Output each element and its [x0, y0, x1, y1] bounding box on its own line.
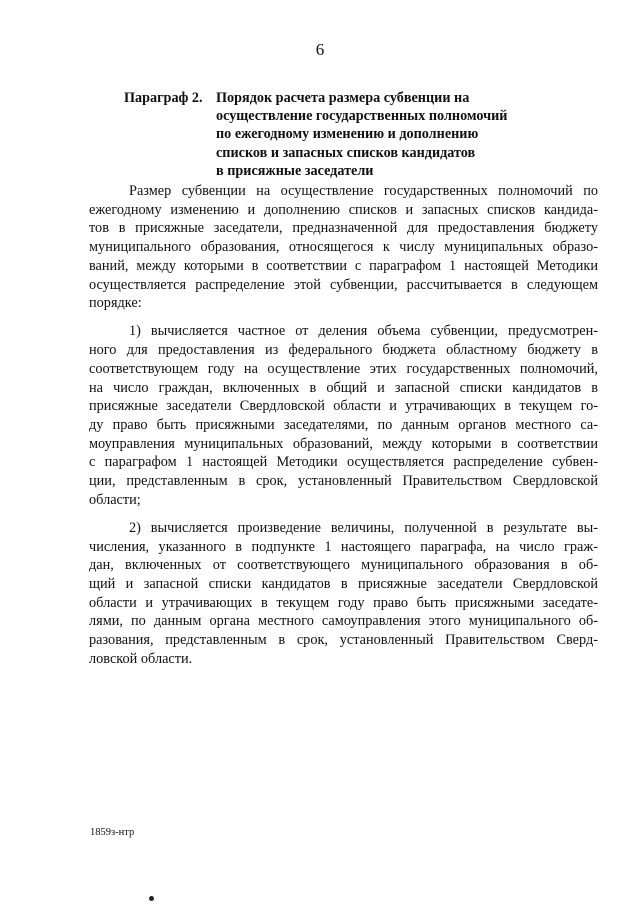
heading-line: в присяжные заседатели: [216, 162, 374, 179]
text-line: дан, включенных от соответствующего муниципального образования в об-: [89, 557, 598, 574]
text-line: ного для предоставления из федерального бюджета областному бюджету в: [89, 342, 598, 359]
text-line: Размер субвенции на осуществление государственных полномочий по: [129, 183, 598, 199]
heading-line: Порядок расчета размера субвенции на: [216, 90, 470, 106]
heading-label: Параграф 2.: [124, 90, 203, 106]
paragraph-item-1: [89, 322, 598, 509]
text-line: муниципального образования, относящегося к числу муниципальных образо-: [89, 239, 598, 256]
text-line: ловской области.: [89, 650, 193, 667]
heading-line: по ежегодному изменению и дополнению: [216, 126, 479, 143]
heading-line: осуществление государственных полномочий: [216, 108, 508, 125]
text-line: тов в присяжные заседатели, предназначенной для предоставления бюджету: [89, 220, 598, 237]
text-line: ду право быть присяжными заседателями, по данным органов местного са-: [89, 416, 598, 433]
paragraph-item-2: [89, 519, 598, 669]
scan-artifact-dot: [149, 896, 154, 901]
text-line: порядке:: [89, 295, 142, 312]
text-line: числения, указанного в подпункте 1 настоящего параграфа, на число граж-: [89, 538, 598, 555]
body-text: [89, 182, 598, 678]
text-line: ежегодному изменению и дополнению списков и запасных списков кандида-: [89, 201, 598, 218]
text-line: области;: [89, 491, 141, 508]
text-line: 2) вычисляется произведение величины, полученной в результате вы-: [129, 519, 598, 536]
text-line: с параграфом 1 настоящей Методики осуществляется распределение субвен-: [89, 454, 598, 471]
heading-line: списков и запасных списков кандидатов: [216, 144, 476, 161]
section-heading: [124, 89, 564, 180]
text-line: области и утрачивающих в текущем году право быть присяжными заседате-: [89, 594, 598, 611]
page-number: 6: [315, 40, 325, 59]
text-line: ваний, между которыми в соответствии с параграфом 1 настоящей Методики: [89, 257, 598, 274]
text-line: моуправления муниципальных образований, между которыми в соответствии: [89, 435, 598, 452]
text-line: ции, представленным в срок, установленный Правительством Свердловской: [89, 473, 598, 490]
text-line: щий и запасной списки кандидатов в присяжные заседатели Свердловской: [89, 576, 598, 593]
text-line: лями, по данным органа местного самоуправления этого муниципального об-: [89, 613, 598, 630]
document-code: 1859з-нтр: [90, 827, 135, 838]
heading-title: [216, 89, 564, 180]
text-line: разования, представленным в срок, установленный Правительством Сверд-: [89, 632, 598, 649]
text-line: 1) вычисляется частное от деления объема субвенции, предусмотрен-: [129, 323, 598, 340]
text-line: осуществляется распределение этой субвенции, рассчитывается в следующем: [89, 276, 598, 293]
paragraph-intro: [89, 182, 598, 313]
text-line: соответствующем году на осуществление этих государственных полномочий,: [89, 360, 598, 377]
text-line: на число граждан, включенных в общий и запасной списки кандидатов в: [89, 379, 598, 396]
text-line: присяжные заседатели Свердловской области и утрачивающих в текущем го-: [89, 398, 598, 415]
